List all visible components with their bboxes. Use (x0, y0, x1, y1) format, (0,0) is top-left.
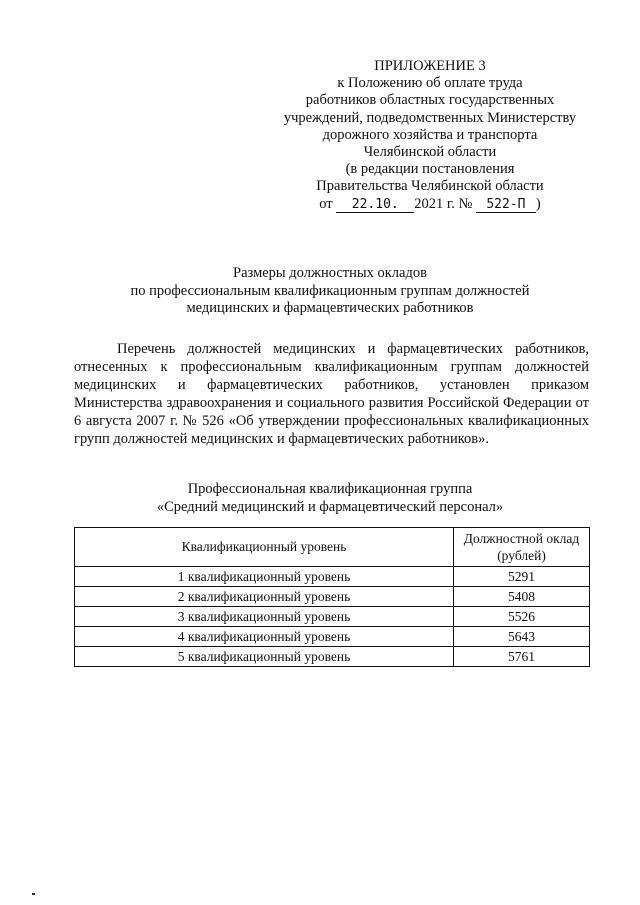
salary-cell: 5291 (454, 567, 590, 587)
salary-cell: 5408 (454, 587, 590, 607)
group-title-line-2: «Средний медицинский и фармацевтический персонал» (156, 498, 504, 515)
level-cell: 5 квалификационный уровень (75, 647, 454, 667)
title-line-3: медицинских и фармацевтических работников (186, 300, 474, 316)
resolution-date-line (250, 196, 610, 213)
resolution-date: 22.10. (336, 198, 414, 213)
table-row (75, 567, 590, 587)
table-row (75, 647, 590, 667)
table-row (75, 627, 590, 647)
group-title-line-1: Профессиональная квалификационная группа (187, 481, 473, 497)
document-title (60, 265, 600, 318)
appendix-header (250, 58, 610, 213)
appendix-line-8: Правительства Челябинской области (316, 178, 544, 195)
table-row (75, 587, 590, 607)
salary-cell: 5761 (454, 647, 590, 667)
appendix-line-7: (в редакции постановления (345, 161, 515, 178)
salary-table (74, 527, 590, 667)
appendix-line-6: Челябинской области (363, 144, 497, 161)
header-salary-line-1: Должностной оклад (463, 531, 580, 546)
body-paragraph: Перечень должностей медицинских и фармацевтических работников, отнесенных к профессиональным квалификационным группам должностей медицинских и фармацевтических работников, установлен приказом Министерства здравоохранения и социального развития Российской Федерации от 6 августа 2007 г. № 526 «Об утверждении профессиональных квалификационных групп должностей медицинских и фармацевтических работников». (74, 341, 589, 448)
close-paren: ) (535, 195, 541, 212)
resolution-year: 2021 г. № (414, 195, 473, 212)
salary-cell: 5526 (454, 607, 590, 627)
title-line-1: Размеры должностных окладов (233, 265, 427, 281)
salary-cell: 5643 (454, 627, 590, 647)
level-cell: 1 квалификационный уровень (75, 567, 454, 587)
group-title (60, 481, 600, 516)
table-row (75, 607, 590, 627)
appendix-line-3: работников областных государственных (305, 92, 555, 109)
resolution-number: 522-П (476, 198, 536, 213)
level-cell: 4 квалификационный уровень (75, 627, 454, 647)
header-level: Квалификационный уровень (75, 528, 454, 567)
appendix-line-4: учреждений, подведомственных Министерству (283, 109, 577, 126)
scan-speck (32, 893, 35, 895)
appendix-title: ПРИЛОЖЕНИЕ 3 (374, 58, 486, 74)
appendix-line-5: дорожного хозяйства и транспорта (322, 126, 538, 143)
appendix-line-2: к Положению об оплате труда (337, 75, 523, 92)
header-salary-line-2: (рублей) (497, 548, 546, 563)
table-header-row (75, 528, 590, 567)
title-line-2: по профессиональным квалификационным группам должностей (130, 282, 530, 299)
level-cell: 3 квалификационный уровень (75, 607, 454, 627)
level-cell: 2 квалификационный уровень (75, 587, 454, 607)
header-salary (454, 528, 590, 567)
date-prefix: от (319, 195, 333, 212)
